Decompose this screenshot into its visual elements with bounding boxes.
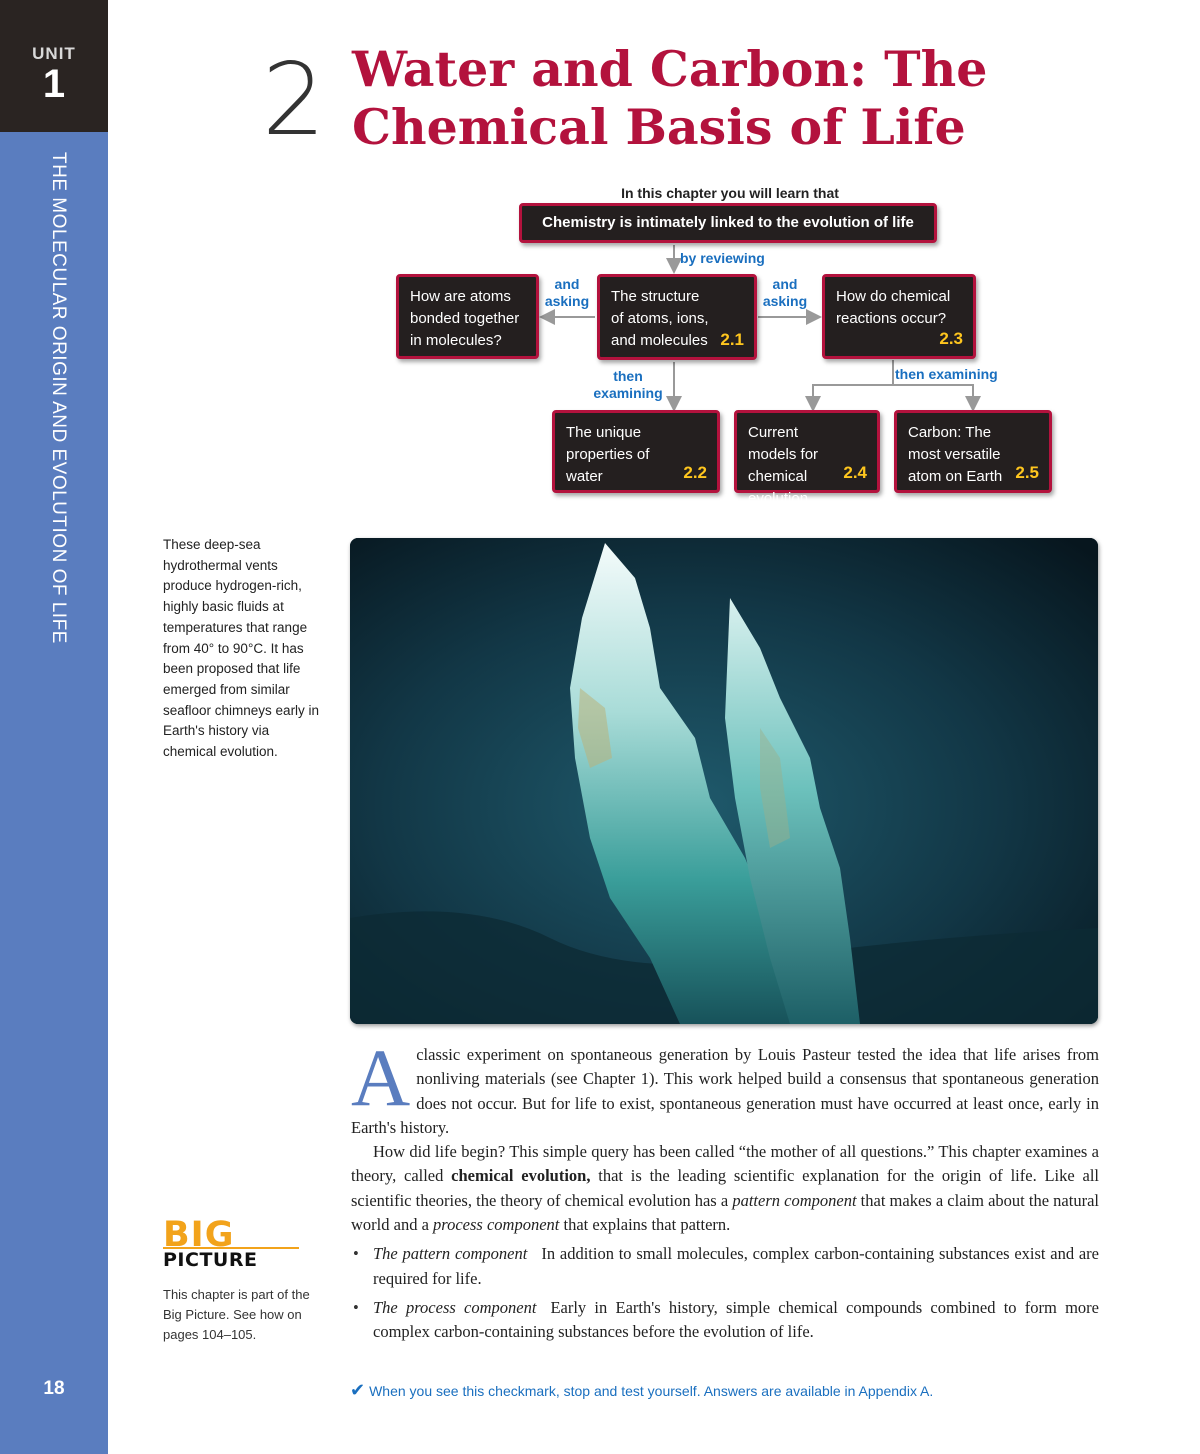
- concept-main-box: [519, 203, 937, 243]
- checkmark-note: [350, 1380, 933, 1401]
- label-then-examining-left: [590, 368, 666, 402]
- concept-map-intro: In this chapter you will learn that: [621, 185, 839, 201]
- concept-box-bonding: [396, 274, 539, 359]
- p2-text-c: that makes a claim about the natural world and a: [351, 1190, 1099, 1235]
- label-and-asking-right: [761, 276, 809, 310]
- checkmark-icon: ✔: [350, 1380, 366, 1400]
- concept-box-text: How do chemical reactions occur?: [836, 288, 951, 327]
- chapter-title-line2: Chemical Basis of Life: [352, 98, 966, 156]
- arrow-reactions-to-carbon: [893, 385, 973, 408]
- big-picture-big: BIG: [163, 1215, 235, 1255]
- intro-paragraph-1: [351, 1032, 1099, 1140]
- hydrothermal-vent-photo: [350, 538, 1098, 1024]
- intro-paragraph-1-text: classic experiment on spontaneous generation by Louis Pasteur tested the idea that life arises from nonliving materials (see Chapter 1). This work helped build a consensus that spontaneous generation does not occur. But for life to exist, spontaneous generation must have occurred at least once, early in Earth's history.: [351, 1045, 1099, 1137]
- concept-box-text: Current models for chemical evolution: [748, 424, 819, 507]
- page-number: 18: [43, 1378, 65, 1399]
- section-number: 2.3: [939, 329, 963, 348]
- big-picture-note: This chapter is part of the Big Picture. See how on pages 104–105.: [163, 1287, 310, 1342]
- bullet-pattern-component: [351, 1242, 1099, 1291]
- chapter-number: 2: [262, 41, 326, 158]
- section-number: 2.1: [720, 330, 744, 349]
- chapter-title-line1: Water and Carbon: The: [352, 40, 988, 98]
- key-term-chemical-evolution: chemical evolution,: [451, 1166, 591, 1186]
- section-number: 2.2: [683, 463, 707, 482]
- concept-box-models: [734, 410, 880, 507]
- term-pattern-component: pattern component: [732, 1190, 857, 1210]
- chapter-intro-text: [351, 1032, 1100, 1345]
- big-picture-logo: [163, 1217, 303, 1273]
- label-and-asking-left-1: and: [554, 276, 580, 292]
- label-then-examining-left-1: then: [613, 368, 643, 384]
- vent-illustration: [350, 538, 1098, 1024]
- bullet-process-component: [351, 1296, 1099, 1345]
- label-and-asking-right-1: and: [772, 276, 798, 292]
- term-process-component: process component: [433, 1215, 560, 1235]
- photo-caption: These deep-sea hydrothermal vents produce hydrogen-rich, highly basic fluids at temperatures that range from 40° to 90°C. It has been proposed that life emerged from similar seafloor chimneys early in Earth's history via chemical evolution.: [163, 537, 320, 760]
- label-and-asking-left: [543, 276, 591, 310]
- unit-number: 1: [42, 62, 66, 106]
- section-number: 2.5: [1015, 463, 1039, 482]
- concept-main-text: Chemistry is intimately linked to the evolution of life: [542, 214, 914, 231]
- bullet-lead: The pattern component: [373, 1244, 528, 1264]
- concept-box-carbon: [894, 410, 1052, 493]
- label-by-reviewing: by reviewing: [680, 250, 765, 266]
- label-and-asking-right-2: asking: [762, 293, 808, 309]
- concept-box-text: How are atoms bonded together in molecules?: [410, 288, 520, 349]
- bullet-lead: The process component: [373, 1297, 537, 1317]
- bullet-text: In addition to small molecules, complex carbon-containing substances exist and are required for life.: [373, 1244, 1099, 1288]
- drop-cap: A: [351, 1032, 411, 1123]
- p2-text-a: How did life begin? This simple query has been called “the mother of all questions.” This chapter examines a theory, called: [351, 1142, 1099, 1186]
- arrow-reactions-to-models: [813, 360, 893, 408]
- concept-box-water: [552, 410, 720, 493]
- unit-label: UNIT: [32, 44, 76, 63]
- label-then-examining-left-2: examining: [593, 385, 663, 401]
- intro-paragraph-2: [351, 1140, 1099, 1237]
- label-and-asking-left-2: asking: [544, 293, 590, 309]
- concept-box-text: The unique properties of water: [566, 424, 650, 485]
- concept-box-text: Carbon: The most versatile atom on Earth: [908, 424, 1003, 485]
- concept-box-text: The structure of atoms, ions, and molecules: [611, 288, 709, 349]
- p2-text-d: that explains that pattern.: [559, 1215, 731, 1235]
- big-picture-picture: PICTURE: [163, 1247, 299, 1271]
- unit-title: THE MOLECULAR ORIGIN AND EVOLUTION OF LIFE: [48, 152, 69, 644]
- concept-box-reactions: [822, 274, 976, 359]
- section-number: 2.4: [843, 463, 867, 482]
- concept-box-structure: [597, 274, 757, 360]
- bullet-text: Early in Earth's history, simple chemical compounds combined to form more complex carbon-containing substances before the evolution of life.: [373, 1297, 1100, 1342]
- p2-text-b: that is the leading scientific explanation for the origin of life. Like all scientific theories, the theory of chemical evolution has a: [351, 1166, 1099, 1210]
- checkmark-note-text: When you see this checkmark, stop and test yourself. Answers are available in Appendix A.: [369, 1383, 934, 1399]
- label-then-examining-right: then examining: [895, 366, 998, 382]
